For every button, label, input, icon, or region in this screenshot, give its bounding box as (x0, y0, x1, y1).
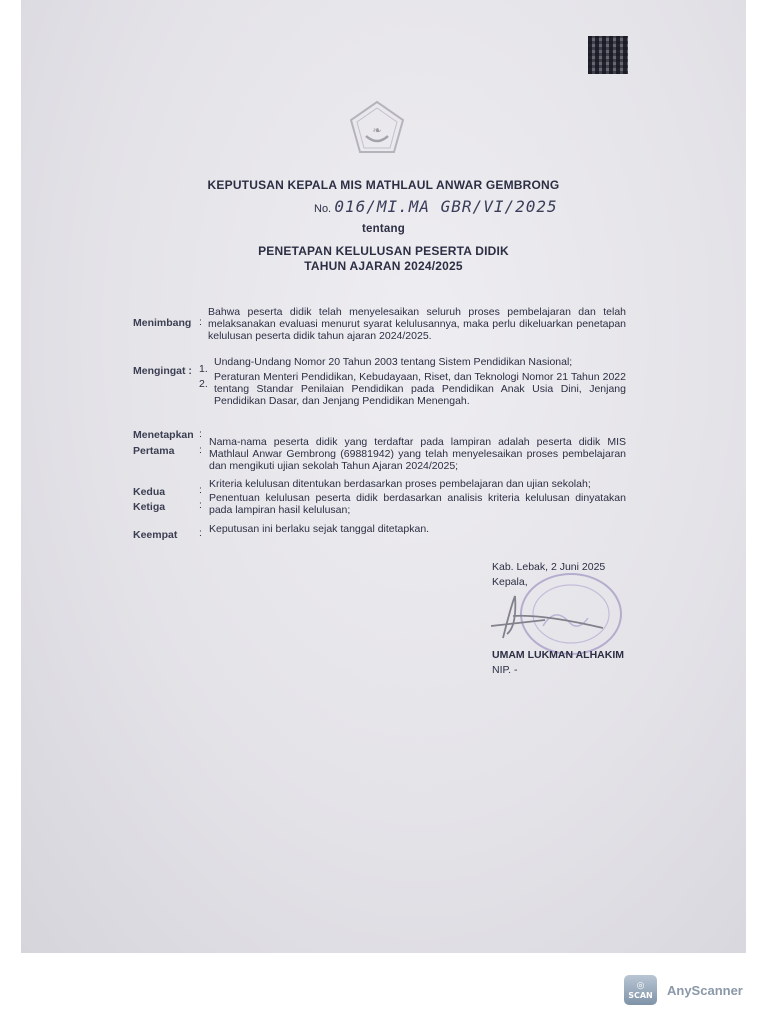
keempat-colon: : (199, 527, 202, 539)
menimbang-text: Bahwa peserta didik telah menyelesaikan seluruh proses pembelajaran dan telah melaksanakan evaluasi menurut syarat kelulusannya, maka perlu dikeluarkan penetapan kelulusan peserta didik tahun ajaran 2024/2025. (208, 306, 626, 342)
pertama-label: Pertama (133, 445, 175, 457)
qr-code-icon (588, 36, 628, 74)
document-header-title: KEPUTUSAN KEPALA MIS MATHLAUL ANWAR GEMBRONG (207, 178, 560, 192)
number-handwritten: 016/MI.MA GBR/VI/2025 (334, 197, 558, 216)
scanner-brand: AnyScanner (667, 982, 743, 998)
subject-line-2: TAHUN AJARAN 2024/2025 (304, 259, 463, 273)
decree-number (314, 197, 558, 216)
ketiga-colon: : (199, 499, 202, 511)
about-label: tentang (362, 223, 405, 235)
place-date: Kab. Lebak, 2 Juni 2025 (492, 561, 606, 573)
menimbang-label: Menimbang (133, 317, 192, 329)
scanner-app-icon: ◎ SCAN (624, 975, 657, 1005)
keempat-label: Keempat (133, 529, 178, 541)
mengingat-item-2-num: 2. (199, 378, 208, 390)
pertama-text: Nama-nama peserta didik yang terdaftar pada lampiran adalah peserta didik MIS Mathlaul Anwar Gembrong (69881942) yang telah menyelesaikan proses pembelajaran dan mengikuti ujian sekolah Tahun Ajaran 2024/2025; (209, 436, 626, 472)
mengingat-item-2-text: Peraturan Menteri Pendidikan, Kebudayaan, Riset, dan Teknologi Nomor 21 Tahun 2022 tentang Standar Penilaian Pendidikan pada Pendidikan Anak Usia Dini, Jenjang Pendidikan Dasar, dan Jenjang Pendidikan Menengah. (214, 371, 626, 407)
scanner-watermark (624, 975, 743, 1005)
menetapkan-label: Menetapkan (133, 429, 194, 441)
signer-nip: NIP. - (492, 664, 518, 676)
mengingat-item-1-num: 1. (199, 363, 208, 375)
school-emblem-icon (346, 98, 408, 160)
signer-name: UMAM LUKMAN ALHAKIM (492, 649, 625, 661)
scanner-badge-text: SCAN (628, 990, 653, 1000)
kedua-colon: : (199, 484, 202, 496)
ketiga-label: Ketiga (133, 501, 166, 513)
ketiga-text: Penentuan kelulusan peserta didik berdasarkan analisis kriteria kelulusan dinyatakan pada lampiran hasil kelulusan; (209, 492, 626, 516)
mengingat-label: Mengingat : (133, 365, 192, 377)
number-prefix: No. (314, 203, 332, 215)
pertama-colon: : (199, 444, 202, 456)
keempat-text: Keputusan ini berlaku sejak tanggal ditetapkan. (209, 523, 430, 535)
subject-line-1: PENETAPAN KELULUSAN PESERTA DIDIK (258, 244, 509, 258)
menimbang-colon: : (199, 316, 202, 328)
mengingat-item-1-text: Undang-Undang Nomor 20 Tahun 2003 tentang Sistem Pendidikan Nasional; (214, 356, 573, 368)
scanned-document-page (21, 0, 746, 953)
kedua-label: Kedua (133, 486, 166, 498)
kedua-text: Kriteria kelulusan ditentukan berdasarkan proses pembelajaran dan ujian sekolah; (209, 478, 591, 490)
position-title: Kepala, (492, 576, 528, 588)
svg-text:❧: ❧ (372, 124, 382, 137)
menetapkan-colon: : (199, 428, 202, 440)
